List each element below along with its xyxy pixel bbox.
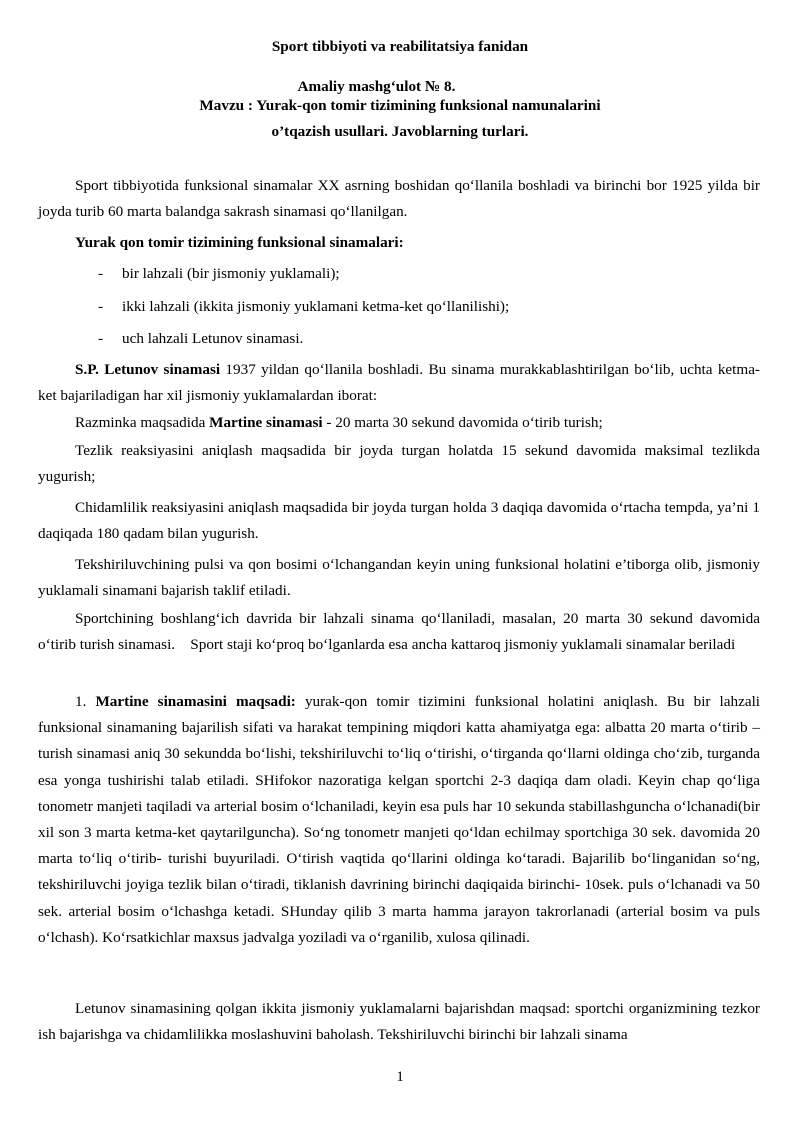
list-item: - ikki lahzali (ikkita jismoniy yuklamani ketma-ket qo‘llanilishi); <box>98 298 510 315</box>
razminka-paragraph: Razminka maqsadida Martine sinamasi - 20 marta 30 sekund davomida o‘tirib turish; <box>75 414 603 431</box>
topic-line-2: o’tqazish usullari. Javoblarning turlari. <box>271 123 529 140</box>
letunov-goal-paragraph: Letunov sinamasining qolgan ikkita jismoniy yuklamalarni bajarishdan maqsad: sportchi organizmining tezkor ish bajarishga va chidamlilikka moslashuvini baholash. Tekshiriluvchi birinchi bir lahzali sinama <box>38 1000 760 1044</box>
intro-paragraph: Sport tibbiyotida funksional sinamalar XX asrning boshidan qo‘llanila boshladi va birinchi bor 1925 yilda bir joyda turib 60 marta balandga sakrash sinamasi qo‘llanilgan. <box>38 177 760 221</box>
speed-paragraph: Tezlik reaksiyasini aniqlash maqsadida bir joyda turgan holatda 15 sekund davomida maksimal tezlikda yugurish; <box>38 442 760 486</box>
list-item: - uch lahzali Letunov sinamasi. <box>98 330 304 347</box>
pulse-paragraph: Tekshiriluvchining pulsi va qon bosimi o‘lchangandan keyin uning funksional holatini e’tiborga olib, jismoniy yuklamali sinamani bajarish taklif etiladi. <box>38 556 760 600</box>
lesson-number: Amaliy mashg‘ulot № 8. <box>297 78 456 95</box>
page-number: 1 <box>396 1068 404 1085</box>
subject-title: Sport tibbiyoti va reabilitatsiya fanidan <box>271 38 529 55</box>
beginner-paragraph: Sportchining boshlang‘ich davrida bir lahzali sinama qo‘llaniladi, masalan, 20 marta 30 sekund davomida o‘tirib turish sinamasi. Sport staji ko‘proq bo‘lganlarda esa ancha kattaroq jismoniy yuklamali sinamalar beriladi <box>38 610 764 654</box>
topic-line-1: Mavzu : Yurak-qon tomir tizimining funksional namunalarini <box>199 97 601 114</box>
endurance-paragraph: Chidamlilik reaksiyasini aniqlash maqsadida bir joyda turgan holda 3 daqiqa davomida o‘rtacha tempda, ya’ni 1 daqiqada 180 qadam bilan yugurish. <box>38 499 760 543</box>
section-heading: Yurak qon tomir tizimining funksional sinamalari: <box>75 234 404 251</box>
martine-paragraph: 1. Martine sinamasini maqsadi: yurak-qon tomir tizimini funksional holatini aniqlash. Bu bir lahzali funksional sinamaning bajarilish sifati va harakat tempining miqdori katta ahamiyatga ega: albatta 20 marta o‘tirib – turish sinamasi aniq 30 sekundda bo‘lishi, tekshiriluvchi to‘liq o‘tirishi, o‘tirganda qo‘llarni oldinga cho‘zib, turganda esa yonga tushirishi talab etiladi. SHifokor nazoratiga kelgan sportchi 2-3 daqiqa dam oladi. Keyin chap qo‘liga tonometr manjeti taqiladi va arterial bosim o‘lchaniladi, keyin esa puls har 10 sekunda stabillashguncha o‘lchanadi(bir xil son 3 marta ketma-ket qaytarilguncha). So‘ng tonometr manjeti qo‘ldan echilmay sportchiga 30 sek. davomida 20 marta to‘liq o‘tirib- turishi buyuriladi. O‘tirish vaqtida qo‘llarini oldinga ko‘taradi. Bajarilib bo‘linganidan so‘ng, tekshiriluvchi joyiga tezlik bilan o‘tiradi, tiklanish davrining birinchi daqiqaida birinchi- 10sek. puls o‘lchanadi va 50 sek. arterial bosim o‘lchashga ketadi. SHunday qilib 3 marta hamma jarayon takrorlanadi (arterial bosim va puls o‘lchash). Ko‘rsatkichlar maxsus jadvalga yoziladi va o‘rganilib, xulosa qilinadi. <box>38 693 761 946</box>
list-item: - bir lahzali (bir jismoniy yuklamali); <box>98 265 340 282</box>
letunov-paragraph: S.P. Letunov sinamasi 1937 yildan qo‘llanila boshladi. Bu sinama murakkablashtirilgan bo‘lib, uchta ketma-ket bajariladigan har xil jismoniy yuklamalardan iborat: <box>38 361 760 405</box>
